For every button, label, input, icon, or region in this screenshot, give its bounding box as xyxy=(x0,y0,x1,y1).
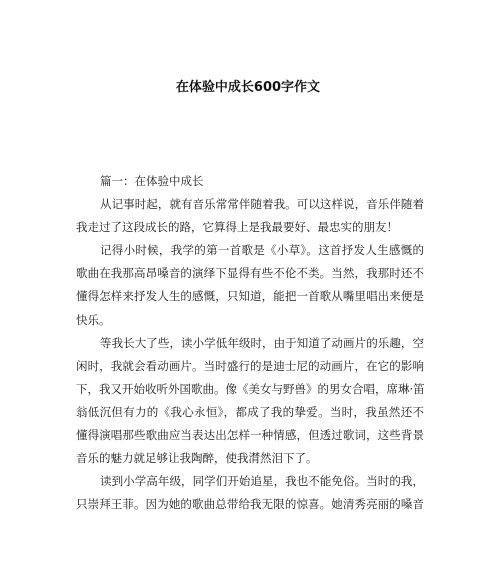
text-line: 我走过了这段成长的路，它算得上是我最要好、最忠实的朋友！ xyxy=(76,220,398,235)
section-heading: 篇一：在体验中成长 xyxy=(100,174,204,188)
text-line: 歌曲在我那高昂嗓音的演绎下显得有些不伦不类。当然，我那时还不 xyxy=(76,266,424,281)
document-title: 在体验中成长600字作文 xyxy=(175,80,321,95)
text-line: 懂得怎样来抒发人生的感慨，只知道，能把一首歌从嘴里唱出来便是 xyxy=(76,289,424,304)
text-line: 音乐的魅力就足够让我陶醉，使我潸然泪下了。 xyxy=(76,451,318,466)
text-line: 只崇拜王菲。因为她的歌曲总带给我无限的惊喜。她清秀亮丽的嗓音 xyxy=(76,497,424,512)
paragraph-1 xyxy=(76,193,424,239)
paragraph-3 xyxy=(76,332,424,471)
document-body xyxy=(76,170,424,516)
paragraph-4 xyxy=(76,470,424,516)
text-line: 等我长大了些，读小学低年级时，由于知道了动画片的乐趣，空 xyxy=(100,335,424,350)
text-line: 翁低沉但有力的《我心永恒》，都成了我的挚爱。当时，我虽然还不 xyxy=(76,404,424,419)
text-line: 记得小时候，我学的第一首歌是《小草》。这首抒发人生感慨的 xyxy=(100,243,424,258)
text-line: 闲时，我就会看动画片。当时盛行的是迪士尼的动画片，在它的影响 xyxy=(76,358,424,373)
text-line: 快乐。 xyxy=(76,312,111,327)
text-line: 懂得演唱那些歌曲应当表达出怎样一种情感，但透过歌词，这些背景 xyxy=(76,428,424,443)
text-line: 下，我又开始收听外国歌曲。像《美女与野兽》的男女合唱，席琳·笛 xyxy=(76,381,425,396)
text-line: 从记事时起，就有音乐常常伴随着我。可以这样说，音乐伴随着 xyxy=(100,197,424,212)
text-line: 读到小学高年级，同学们开始追星，我也不能免俗。当时的我， xyxy=(100,474,424,489)
paragraph-2 xyxy=(76,239,424,331)
